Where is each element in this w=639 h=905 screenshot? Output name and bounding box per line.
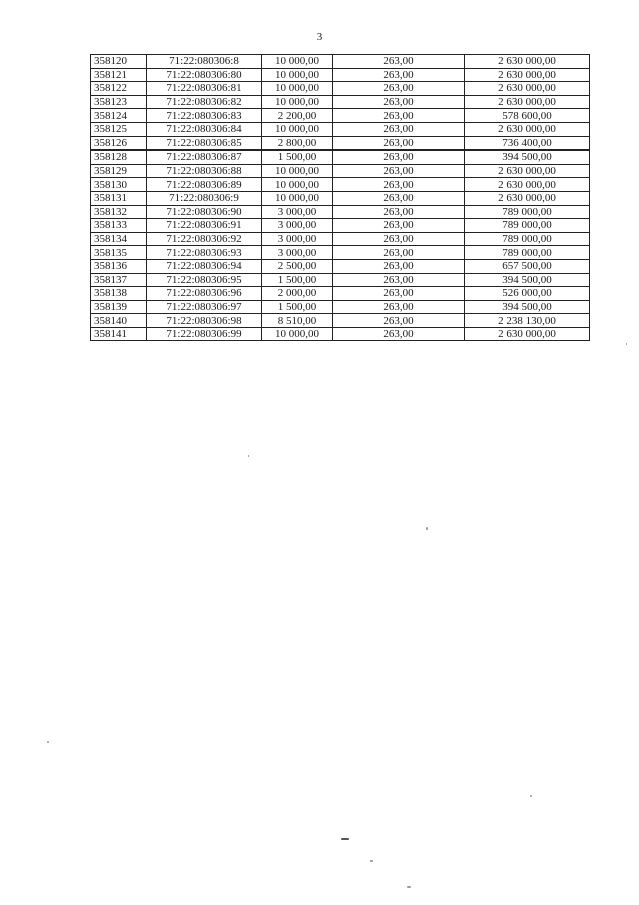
cell-total: 2 630 000,00 [465, 55, 590, 69]
cell-area: 10 000,00 [262, 191, 333, 205]
land-valuation-table [90, 54, 590, 341]
table-row [91, 232, 590, 246]
cell-record-number: 358139 [91, 300, 147, 314]
cell-total: 2 238 130,00 [465, 314, 590, 328]
cell-rate: 263,00 [333, 82, 465, 96]
cell-total: 2 630 000,00 [465, 68, 590, 82]
table-row [91, 178, 590, 192]
cell-area: 2 500,00 [262, 259, 333, 273]
cell-total: 789 000,00 [465, 246, 590, 260]
cell-area: 10 000,00 [262, 55, 333, 69]
cell-cadastral-number: 71:22:080306:87 [147, 150, 262, 164]
cell-rate: 263,00 [333, 109, 465, 123]
cell-record-number: 358137 [91, 273, 147, 287]
table-row [91, 95, 590, 109]
cell-rate: 263,00 [333, 232, 465, 246]
cell-area: 10 000,00 [262, 327, 333, 341]
cell-area: 3 000,00 [262, 246, 333, 260]
cell-area: 10 000,00 [262, 164, 333, 178]
cell-total: 2 630 000,00 [465, 191, 590, 205]
cell-cadastral-number: 71:22:080306:90 [147, 205, 262, 219]
cell-total: 2 630 000,00 [465, 327, 590, 341]
table-row [91, 55, 590, 69]
cell-area: 3 000,00 [262, 205, 333, 219]
cell-total: 736 400,00 [465, 136, 590, 150]
cell-record-number: 358122 [91, 82, 147, 96]
cell-cadastral-number: 71:22:080306:94 [147, 259, 262, 273]
cell-record-number: 358135 [91, 246, 147, 260]
cell-rate: 263,00 [333, 219, 465, 233]
cell-total: 2 630 000,00 [465, 164, 590, 178]
cell-cadastral-number: 71:22:080306:88 [147, 164, 262, 178]
cell-rate: 263,00 [333, 122, 465, 136]
table-row [91, 109, 590, 123]
cell-rate: 263,00 [333, 259, 465, 273]
cell-total: 394 500,00 [465, 150, 590, 164]
table-row [91, 68, 590, 82]
table-row [91, 191, 590, 205]
cell-rate: 263,00 [333, 205, 465, 219]
table-row [91, 136, 590, 150]
cell-record-number: 358125 [91, 122, 147, 136]
scan-speck [530, 795, 532, 797]
scan-speck [626, 343, 627, 345]
table-row [91, 164, 590, 178]
cell-record-number: 358120 [91, 55, 147, 69]
cell-cadastral-number: 71:22:080306:95 [147, 273, 262, 287]
cell-cadastral-number: 71:22:080306:83 [147, 109, 262, 123]
cell-area: 3 000,00 [262, 232, 333, 246]
cell-area: 2 000,00 [262, 287, 333, 301]
cell-cadastral-number: 71:22:080306:81 [147, 82, 262, 96]
cell-rate: 263,00 [333, 246, 465, 260]
page-number: 3 [316, 31, 323, 43]
cell-total: 2 630 000,00 [465, 178, 590, 192]
cell-cadastral-number: 71:22:080306:82 [147, 95, 262, 109]
cell-record-number: 358134 [91, 232, 147, 246]
cell-record-number: 358136 [91, 259, 147, 273]
cell-rate: 263,00 [333, 55, 465, 69]
cell-record-number: 358138 [91, 287, 147, 301]
scan-speck [47, 741, 49, 743]
cell-cadastral-number: 71:22:080306:93 [147, 246, 262, 260]
cell-total: 657 500,00 [465, 259, 590, 273]
cell-record-number: 358128 [91, 150, 147, 164]
table-row [91, 300, 590, 314]
cell-rate: 263,00 [333, 68, 465, 82]
cell-cadastral-number: 71:22:080306:9 [147, 191, 262, 205]
table-row [91, 219, 590, 233]
cell-cadastral-number: 71:22:080306:84 [147, 122, 262, 136]
cell-total: 789 000,00 [465, 232, 590, 246]
cell-rate: 263,00 [333, 136, 465, 150]
cell-rate: 263,00 [333, 178, 465, 192]
cell-record-number: 358124 [91, 109, 147, 123]
table-body [91, 55, 590, 341]
cell-total: 394 500,00 [465, 300, 590, 314]
cell-record-number: 358130 [91, 178, 147, 192]
cell-cadastral-number: 71:22:080306:97 [147, 300, 262, 314]
cell-rate: 263,00 [333, 287, 465, 301]
table-row [91, 314, 590, 328]
cell-cadastral-number: 71:22:080306:99 [147, 327, 262, 341]
cell-record-number: 358129 [91, 164, 147, 178]
cell-rate: 263,00 [333, 191, 465, 205]
table-row [91, 205, 590, 219]
cell-total: 2 630 000,00 [465, 122, 590, 136]
cell-cadastral-number: 71:22:080306:85 [147, 136, 262, 150]
cell-total: 526 000,00 [465, 287, 590, 301]
cell-total: 2 630 000,00 [465, 95, 590, 109]
cell-rate: 263,00 [333, 314, 465, 328]
cell-area: 10 000,00 [262, 68, 333, 82]
scan-speck [248, 455, 249, 457]
table-row [91, 327, 590, 341]
cell-area: 1 500,00 [262, 150, 333, 164]
cell-record-number: 358141 [91, 327, 147, 341]
cell-record-number: 358121 [91, 68, 147, 82]
cell-record-number: 358132 [91, 205, 147, 219]
cell-cadastral-number: 71:22:080306:98 [147, 314, 262, 328]
cell-total: 394 500,00 [465, 273, 590, 287]
cell-cadastral-number: 71:22:080306:96 [147, 287, 262, 301]
cell-rate: 263,00 [333, 150, 465, 164]
scan-speck [426, 527, 428, 530]
cell-cadastral-number: 71:22:080306:91 [147, 219, 262, 233]
scan-speck [407, 886, 411, 888]
cell-cadastral-number: 71:22:080306:8 [147, 55, 262, 69]
table-row [91, 246, 590, 260]
cell-rate: 263,00 [333, 273, 465, 287]
cell-total: 789 000,00 [465, 205, 590, 219]
cell-record-number: 358131 [91, 191, 147, 205]
cell-area: 10 000,00 [262, 95, 333, 109]
cell-area: 3 000,00 [262, 219, 333, 233]
cell-area: 2 200,00 [262, 109, 333, 123]
cell-cadastral-number: 71:22:080306:89 [147, 178, 262, 192]
cell-rate: 263,00 [333, 327, 465, 341]
table-row [91, 122, 590, 136]
cell-area: 10 000,00 [262, 82, 333, 96]
table-row [91, 259, 590, 273]
scan-speck [370, 860, 373, 862]
cell-record-number: 358123 [91, 95, 147, 109]
scan-speck [341, 838, 349, 840]
cell-rate: 263,00 [333, 164, 465, 178]
cell-area: 1 500,00 [262, 300, 333, 314]
cell-record-number: 358126 [91, 136, 147, 150]
table-row [91, 82, 590, 96]
cell-area: 10 000,00 [262, 122, 333, 136]
cell-record-number: 358133 [91, 219, 147, 233]
table-row [91, 150, 590, 164]
cell-cadastral-number: 71:22:080306:92 [147, 232, 262, 246]
cell-area: 1 500,00 [262, 273, 333, 287]
cell-area: 10 000,00 [262, 178, 333, 192]
cell-rate: 263,00 [333, 300, 465, 314]
table-row [91, 273, 590, 287]
cell-rate: 263,00 [333, 95, 465, 109]
cell-record-number: 358140 [91, 314, 147, 328]
cell-area: 8 510,00 [262, 314, 333, 328]
cell-total: 789 000,00 [465, 219, 590, 233]
cell-total: 2 630 000,00 [465, 82, 590, 96]
cell-total: 578 600,00 [465, 109, 590, 123]
cell-area: 2 800,00 [262, 136, 333, 150]
cell-cadastral-number: 71:22:080306:80 [147, 68, 262, 82]
table-row [91, 287, 590, 301]
